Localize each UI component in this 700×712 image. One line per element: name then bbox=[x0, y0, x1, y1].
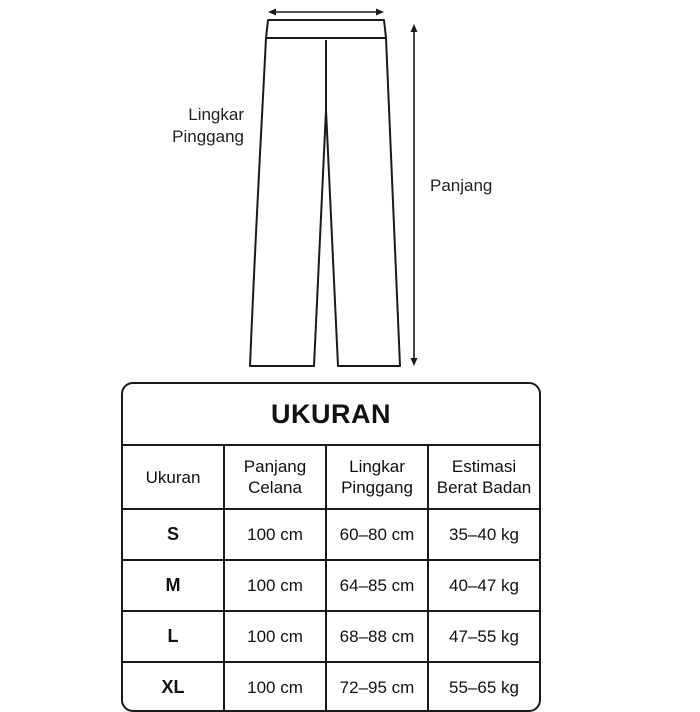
table-row bbox=[123, 560, 539, 611]
table-row bbox=[123, 611, 539, 662]
cell-weight: 55–65 kg bbox=[428, 662, 539, 712]
cell-waist: 64–85 cm bbox=[326, 560, 428, 611]
table-row bbox=[123, 662, 539, 712]
table-header-row bbox=[123, 446, 539, 509]
waist-label-line-1: Lingkar bbox=[188, 105, 244, 124]
table-row bbox=[123, 509, 539, 560]
cell-waist: 60–80 cm bbox=[326, 509, 428, 560]
length-measure-arrow bbox=[411, 24, 418, 366]
cell-length: 100 cm bbox=[224, 662, 326, 712]
waist-measure-arrow bbox=[268, 9, 384, 16]
cell-weight: 35–40 kg bbox=[428, 509, 539, 560]
header-pants-length: Panjang Celana bbox=[224, 446, 326, 509]
cell-weight: 47–55 kg bbox=[428, 611, 539, 662]
size-chart bbox=[121, 382, 541, 712]
length-label: Panjang bbox=[430, 176, 493, 195]
cell-size: XL bbox=[123, 662, 224, 712]
pants-outline bbox=[250, 20, 400, 366]
waist-label bbox=[158, 104, 244, 148]
cell-length: 100 cm bbox=[224, 509, 326, 560]
cell-size: S bbox=[123, 509, 224, 560]
header-waist: Lingkar Pinggang bbox=[326, 446, 428, 509]
cell-size: M bbox=[123, 560, 224, 611]
cell-length: 100 cm bbox=[224, 560, 326, 611]
header-size: Ukuran bbox=[123, 446, 224, 509]
cell-waist: 68–88 cm bbox=[326, 611, 428, 662]
cell-weight: 40–47 kg bbox=[428, 560, 539, 611]
header-weight: Estimasi Berat Badan bbox=[428, 446, 539, 509]
size-chart-title: UKURAN bbox=[123, 384, 539, 446]
cell-size: L bbox=[123, 611, 224, 662]
size-table bbox=[123, 446, 539, 712]
cell-waist: 72–95 cm bbox=[326, 662, 428, 712]
cell-length: 100 cm bbox=[224, 611, 326, 662]
waist-label-line-2: Pinggang bbox=[172, 127, 244, 146]
